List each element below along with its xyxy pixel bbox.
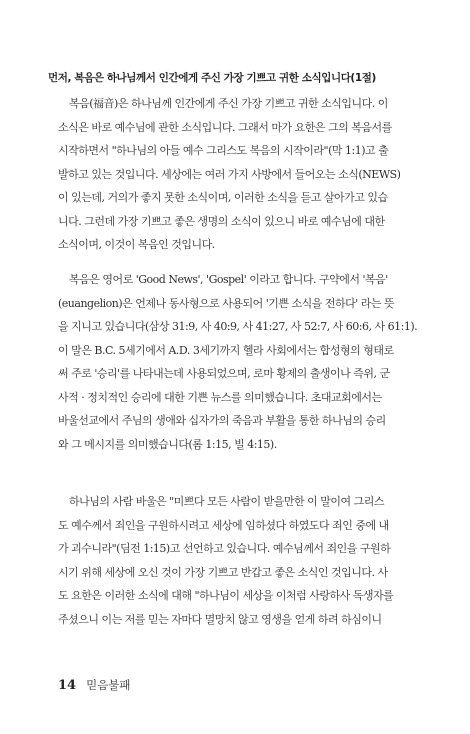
paragraph-line: 시기 위해 세상에 오신 것이 가장 기쁘고 반갑고 좋은 소식인 것입니다. 사	[58, 565, 388, 579]
paragraph-line: 써 주로 '승리'를 나타내는데 사용되었으며, 로마 황제의 출생이나 즉위, 군	[58, 367, 390, 380]
paragraph-line: 바울선교에서 주님의 생애와 십자가의 죽음과 부활을 통한 하나님의 승리	[58, 414, 386, 427]
paragraph-1	[58, 92, 430, 257]
page-number: 14	[58, 678, 77, 693]
paragraph-line: 니다. 그런데 가장 기쁘고 좋은 생명의 소식이 있으니 바로 예수님에 대한	[58, 214, 385, 228]
paragraph-line: 도 요한은 이러한 소식에 대해 "하나님이 세상을 이처럼 사랑하사 독생자를	[58, 589, 394, 602]
paragraph-line: 복음(福音)은 하나님께 인간에게 주신 가장 기쁘고 귀한 소식입니다. 이	[69, 97, 388, 110]
paragraph-line: 주셨으니 이는 저를 믿는 자마다 멸망치 않고 영생을 얻게 하려 하심이니	[58, 612, 382, 626]
paragraph-line: (euangelion)은 언제나 동사형으로 사용되어 '기쁜 소식을 전하다' 라는 뜻	[58, 296, 395, 310]
paragraph-line: 소식이며, 이것이 복음인 것입니다.	[58, 238, 215, 251]
paragraph-line: 복음은 영어로 'Good News', 'Gospel' 이라고 합니다. 구약에서 '복음'	[69, 273, 388, 286]
paragraph-line: 을 지니고 있습니다(삼상 31:9, 사 40:9, 사 41:27, 사 52:7, 사 60:6, 사 61:1).	[58, 320, 418, 333]
page-footer	[58, 677, 131, 693]
section-heading: 먼저, 복음은 하나님께서 인간에게 주신 가장 기쁘고 귀한 소식입니다(1절)	[48, 72, 376, 84]
paragraph-line: 발하고 있는 것입니다. 세상에는 여러 가지 사방에서 들어오는 소식(NEWS)	[58, 167, 401, 181]
paragraph-line: 사적 · 정치적인 승리에 대한 기쁜 뉴스를 의미했습니다. 초대교회에서는	[58, 390, 382, 404]
paragraph-line: 가 괴수니라"(딤전 1:15)고 선언하고 있습니다. 예수님께서 죄인을 구원하	[58, 542, 391, 555]
paragraph-3	[58, 490, 430, 631]
paragraph-2	[58, 268, 430, 456]
paragraph-line: 시작하면서 "하나님의 아들 예수 그리스도 복음의 시작이라"(막 1:1)고 출	[58, 144, 389, 157]
paragraph-line: 이 말은 B.C. 5세기에서 A.D. 3세기까지 헬라 사회에서는 합성형의 형태로	[58, 343, 394, 357]
paragraph-line: 소식은 바로 예수님에 관한 소식입니다. 그래서 마가 요한은 그의 복음서를	[58, 120, 392, 134]
paragraph-line: 하나님의 사람 바울은 "미쁘다 모든 사람이 받을만한 이 말이여 그리스	[69, 495, 385, 508]
running-book-title: 믿음불패	[86, 678, 131, 692]
paragraph-line: 도 예수께서 죄인을 구원하시려고 세상에 임하셨다 하였도다 죄인 중에 내	[58, 518, 389, 532]
paragraph-line: 이 있는데, 거의가 좋지 못한 소식이며, 이러한 소식을 듣고 살아가고 있습	[58, 191, 388, 204]
paragraph-line: 와 그 메시지를 의미했습니다(롬 1:15, 빌 4:15).	[58, 437, 277, 451]
